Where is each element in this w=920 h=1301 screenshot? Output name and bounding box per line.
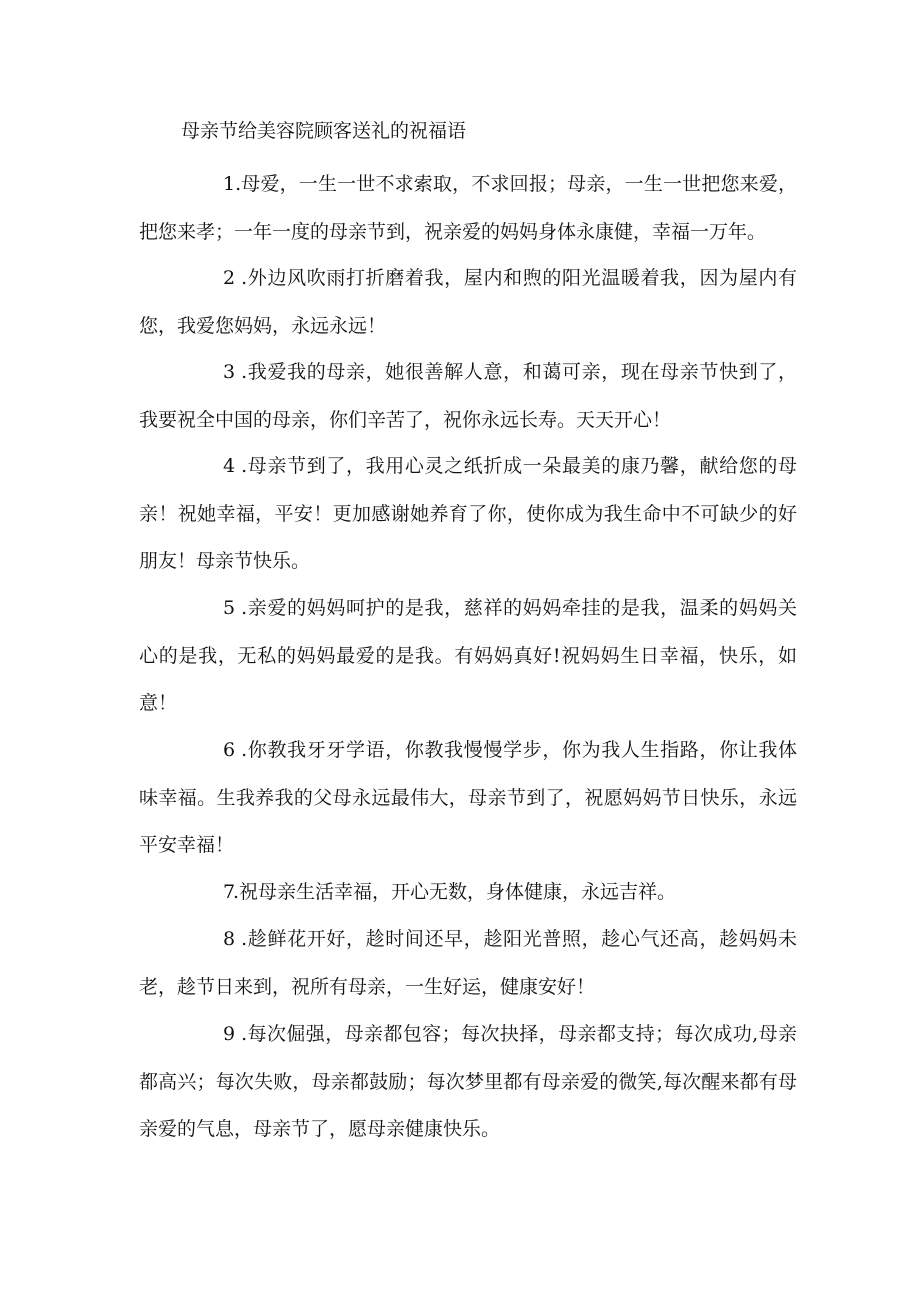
blessing-paragraph-2 xyxy=(139,255,797,350)
item-text: 母爱，一生一世不求索取，不求回报；母亲，一生一世把您来爱，把您来孝；一年一度的母亲节到，祝亲爱的妈妈身体永康健，幸福一万年。 xyxy=(139,173,797,243)
blessing-paragraph-8 xyxy=(139,916,797,1011)
blessing-paragraph-5 xyxy=(139,585,797,728)
item-text: .祝母亲生活幸福，开心无数，身体健康，永远吉祥。 xyxy=(233,881,677,903)
blessing-paragraph-6 xyxy=(139,727,797,870)
item-text: 趁鲜花开好，趁时间还早，趁阳光普照，趁心气还高，趁妈妈未老，趁节日来到，祝所有母亲，一生好运，健康安好！ xyxy=(139,928,797,998)
item-number: 4 . xyxy=(223,455,248,477)
blessing-paragraph-1 xyxy=(139,161,797,256)
item-text: 外边风吹雨打折磨着我，屋内和煦的阳光温暖着我，因为屋内有您，我爱您妈妈，永远永远！ xyxy=(139,267,797,337)
blessing-paragraph-3 xyxy=(139,349,797,444)
item-text: 我爱我的母亲，她很善解人意，和蔼可亲，现在母亲节快到了，我要祝全中国的母亲，你们辛苦了，祝你永远长寿。天天开心！ xyxy=(139,361,797,431)
item-number: 1. xyxy=(223,173,242,195)
item-number: 9 . xyxy=(223,1023,248,1045)
item-text: 亲爱的妈妈呵护的是我，慈祥的妈妈牵挂的是我，温柔的妈妈关心的是我，无私的妈妈最爱的是我。有妈妈真好!祝妈妈生日幸福，快乐，如意！ xyxy=(139,597,797,714)
item-text: 你教我牙牙学语，你教我慢慢学步，你为我人生指路，你让我体味幸福。生我养我的父母永远最伟大，母亲节到了，祝愿妈妈节日快乐，永远平安幸福！ xyxy=(139,739,797,856)
blessing-paragraph-4 xyxy=(139,443,797,586)
item-number: 6 . xyxy=(223,739,248,761)
item-number: 2 . xyxy=(223,267,248,289)
item-number: 3 . xyxy=(223,361,248,383)
blessing-paragraph-9 xyxy=(139,1011,797,1154)
item-text: 母亲节到了，我用心灵之纸折成一朵最美的康乃馨，献给您的母亲！祝她幸福，平安！更加感谢她养育了你，使你成为我生命中不可缺少的好朋友！母亲节快乐。 xyxy=(139,455,797,572)
document-title: 母亲节给美容院顾客送礼的祝福语 xyxy=(181,120,467,142)
item-text: 每次倔强，母亲都包容；每次抉择，母亲都支持；每次成功,母亲都高兴；每次失败，母亲都鼓励；每次梦里都有母亲爱的微笑,每次醒来都有母亲爱的气息，母亲节了，愿母亲健康快乐。 xyxy=(139,1023,797,1140)
item-number: 7 xyxy=(223,881,236,903)
item-number: 5 . xyxy=(223,597,248,619)
item-number: 8 . xyxy=(223,928,248,950)
blessing-paragraph-7 xyxy=(139,869,797,917)
